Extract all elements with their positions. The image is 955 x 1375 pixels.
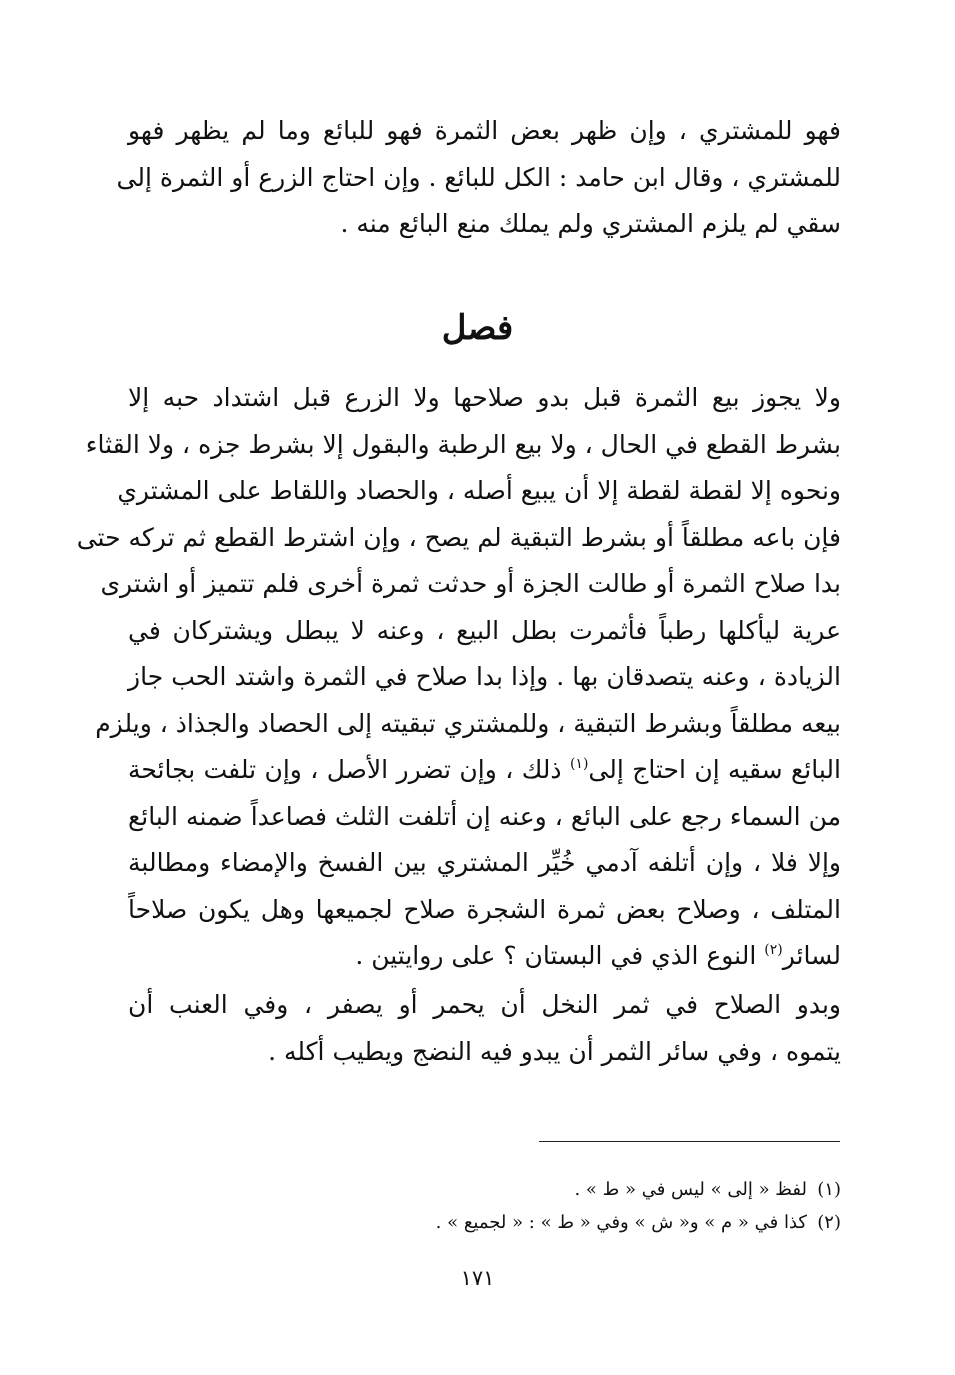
line-text-end: النوع الذي في البستان ؟ على روايتين . (355, 941, 765, 970)
text-line: يتموه ، وفي سائر الثمر أن يبدو فيه النضج ويطيب أكله . (268, 1036, 841, 1066)
text-line-with-footnote (128, 747, 841, 794)
footnote-separator (539, 1141, 840, 1142)
text-line: عرية ليأكلها رطباً فأثمرت بطل البيع ، وعنه لا يبطل ويشتركان في (128, 615, 841, 645)
text-line: فهو للمشتري ، وإن ظهر بعض الثمرة فهو للبائع وما لم يظهر فهو (128, 116, 841, 145)
intro-paragraph (116, 108, 841, 248)
text-line: المتلف ، وصلاح بعض ثمرة الشجرة صلاح لجميعها وهل يكون صلاحاً (128, 894, 841, 924)
text-line: من السماء رجع على البائع ، وعنه إن أتلفت الثلث فصاعداً ضمنه البائع (128, 801, 841, 831)
footnote-text: كذا في « م » و« ش » وفي « ط » : « لجميع » . (435, 1212, 807, 1233)
main-paragraph (76, 375, 841, 980)
text-line: وإلا فلا ، وإن أتلفه آدمي خُيِّر المشتري بين الفسخ والإمضاء ومطالبة (128, 848, 841, 877)
line-text-end: ذلك ، وإن تضرر الأصل ، وإن تلفت بجائحة (128, 755, 570, 784)
footnote-1 (300, 1173, 841, 1206)
footnote-ref-1: (١) (569, 756, 589, 772)
line-text-start: البائع سقيه إن احتاج إلى (588, 755, 841, 784)
footnote-ref-2: (٢) (764, 942, 783, 958)
footnote-2 (300, 1206, 841, 1239)
footnote-text: لفظ « إلى » ليس في « ط » . (574, 1179, 807, 1200)
footnote-number: (١) (817, 1179, 841, 1200)
text-line: بشرط القطع في الحال ، ولا بيع الرطبة والبقول إلا بشرط جزه ، ولا القثاء (85, 429, 841, 459)
text-line: وبدو الصلاح في ثمر النخل أن يحمر أو يصفر ، وفي العنب أن (128, 990, 841, 1019)
closing-paragraph (128, 982, 841, 1075)
text-line: بيعه مطلقاً وبشرط التبقية ، وللمشتري تبقيته إلى الحصاد والجذاذ ، ويلزم (95, 708, 841, 738)
footnote-number: (٢) (817, 1212, 841, 1233)
text-line: سقي لم يلزم المشتري ولم يملك منع البائع منه . (340, 209, 841, 238)
text-line: الزيادة ، وعنه يتصدقان بها . وإذا بدا صلاح في الثمرة واشتد الحب جاز (128, 662, 841, 691)
text-line: فإن باعه مطلقاً أو بشرط التبقية لم يصح ، وإن اشترط القطع ثم تركه حتى (76, 522, 841, 552)
text-line: بدا صلاح الثمرة أو طالت الجزة أو حدثت ثمرة أخرى فلم تتميز أو اشترى (100, 569, 841, 598)
text-line: ونحوه إلا لقطة لقطة إلا أن يبيع أصله ، والحصاد واللقاط على المشتري (117, 476, 841, 505)
footnotes (300, 1173, 841, 1239)
text-line: للمشتري ، وقال ابن حامد : الكل للبائع . وإن احتاج الزرع أو الثمرة إلى (116, 162, 841, 192)
text-line: ولا يجوز بيع الثمرة قبل بدو صلاحها ولا الزرع قبل اشتداد حبه إلا (128, 383, 841, 412)
page-number: ١٧١ (460, 1266, 495, 1290)
section-heading: فصل (441, 308, 514, 348)
text-line-with-footnote (128, 933, 841, 980)
line-text-start: لسائر (782, 941, 841, 970)
